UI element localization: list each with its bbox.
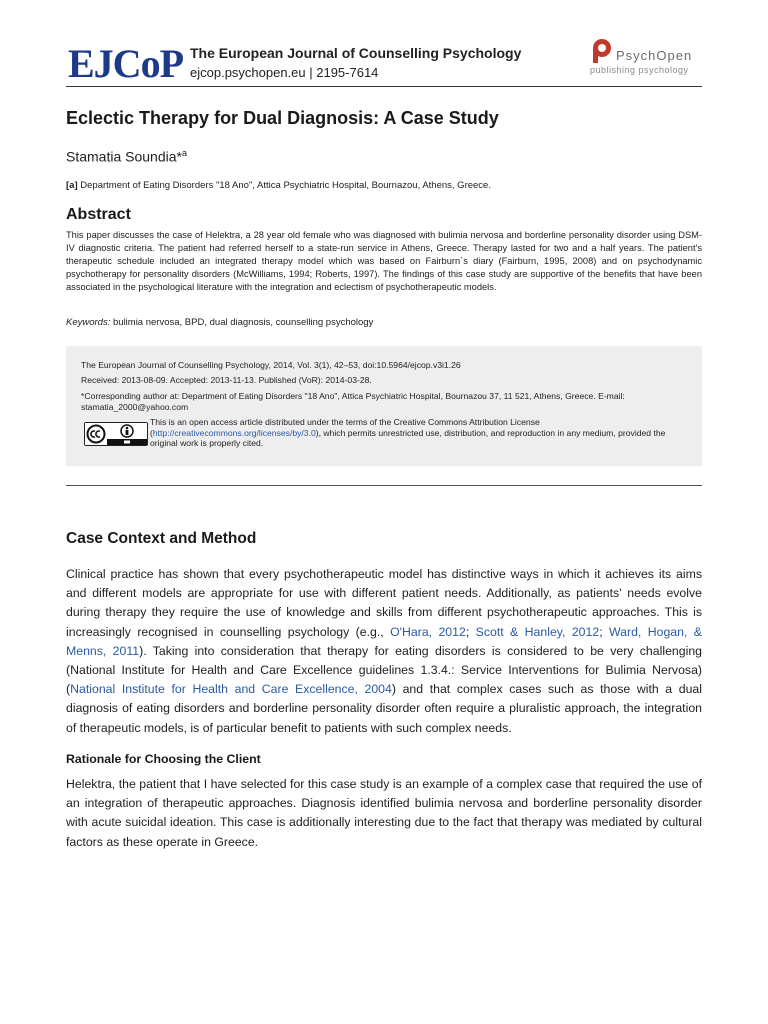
ref-separator: ; <box>599 624 609 639</box>
ejcop-logo-text: EJCoP <box>68 41 183 86</box>
psychopen-p-icon <box>590 38 614 64</box>
keywords <box>66 317 373 328</box>
journal-title: The European Journal of Counselling Psychology <box>190 45 522 61</box>
cc-by-graphic <box>85 423 147 445</box>
affiliation-label: [a] <box>66 180 78 191</box>
ref-separator: ; <box>465 624 476 639</box>
paragraph-rationale: Helektra, the patient that I have selected for this case study is an example of a complex case that required the use of an integration of therapeutic approaches. Diagnosis identified bulimia nervosa and borderline personality disorder with acute suicidal ideation. This case is additionally interesting due to the fact that therapy was mediated by cultural factors as these operate in Greece. <box>66 777 702 849</box>
paragraph-case-context <box>66 565 702 738</box>
article-title: Eclectic Therapy for Dual Diagnosis: A Case Study <box>66 108 499 128</box>
paragraph-text: Clinical practice has shown that every psychotherapeutic model has distinctive ways in which it achieves its aims and different models are appropriate for use with different patient needs. Additionally, as patients' needs evolve during therapy they require the use of knowledge and skills from different psychotherapeutic approaches. This is increasingly recognised in counselling psychology (e.g., <box>66 567 702 639</box>
paragraph-text: ) and that complex cases such as those with a dual diagnosis of eating disorders and borderline personality disorder often require a pluralistic approach, the integration of therapeutic models, is of particular benefit to patients with such complex needs. <box>66 682 703 735</box>
psychopen-name: PsychOpen <box>616 48 693 63</box>
cc-by-icon[interactable] <box>84 422 148 446</box>
keywords-list: bulimia nervosa, BPD, dual diagnosis, counselling psychology <box>110 317 374 328</box>
author-affil-sup: a <box>181 148 187 158</box>
citation-line: The European Journal of Counselling Psychology, 2014, Vol. 3(1), 42–53, doi:10.5964/ejcop.v3i1.26 <box>81 360 461 370</box>
license-text <box>150 417 690 449</box>
author-line <box>66 148 187 165</box>
article-info-box <box>66 346 702 466</box>
ref-ohara-2012[interactable]: O'Hara, 2012 <box>390 624 466 639</box>
license-pre: This is an open access article distributed under the terms of the Creative Commons Attribution License ( <box>150 417 540 438</box>
ref-ward-hogan-menns-2011[interactable]: Ward, Hogan, & Menns, 2011 <box>66 624 702 658</box>
keywords-label: Keywords: <box>66 317 111 328</box>
journal-url-issn: ejcop.psychopen.eu | 2195-7614 <box>190 65 379 80</box>
journal-header <box>66 40 702 87</box>
psychopen-tagline: publishing psychology <box>590 65 689 75</box>
abstract-heading: Abstract <box>66 206 131 223</box>
license-link[interactable]: http://creativecommons.org/licenses/by/3.0 <box>152 427 316 438</box>
section-heading-case-context: Case Context and Method <box>66 530 257 547</box>
psychopen-logo[interactable] <box>588 40 698 80</box>
dates-line: Received: 2013-08-09. Accepted: 2013-11-13. Published (VoR): 2014-03-28. <box>81 375 372 385</box>
ejcop-logo[interactable] <box>68 41 183 86</box>
ref-scott-hanley-2012[interactable]: Scott & Hanley, 2012 <box>475 624 600 639</box>
affiliation-text: Department of Eating Disorders "18 Ano", Attica Psychiatric Hospital, Bournazou, Athens, Greece. <box>77 180 491 191</box>
author-name[interactable]: Stamatia Soundia <box>66 148 177 165</box>
section-divider <box>66 485 702 486</box>
paragraph-text: ). Taking into consideration that therapy for eating disorders is considered to be very challenging (National Institute for Health and Care Excellence guidelines 1.3.4.: Service Interventions for Bulimia Nervosa) ( <box>66 643 702 697</box>
author-mark: * <box>176 148 182 165</box>
corresponding-author: *Corresponding author at: Department of Eating Disorders "18 Ano", Attica Psychiatric Hospital, Bournazou 37, 11 521, Athens, Greece. E-mail: stamatia_2000@yahoo.com <box>81 391 625 412</box>
affiliation <box>66 180 491 191</box>
license-post: ), which permits unrestricted use, distribution, and reproduction in any medium, provided the original work is properly cited. <box>150 427 666 448</box>
ref-nice-2004[interactable]: National Institute for Health and Care Excellence, 2004 <box>70 682 392 697</box>
abstract-text: This paper discusses the case of Helektra, a 28 year old female who was diagnosed with bulimia nervosa and borderline personality disorder using DSM-IV diagnostic criteria. The patient had referred herself to a state-run service in Athens, Greece. Therapy lasted for two and a half years. The patient's therapeutic schedule included an integrated therapy model which was based on Fairburn`s diary (Fairburn, 1995, 2008) and on psychodynamic psychotherapy for personality disorders (McWilliams, 1994; Roberts, 1997). The findings of this case study are supportive of the benefits that have been associated in the psychological literature with the integration and eclectism of psychotherapeutic models. <box>66 230 702 292</box>
subheading-rationale: Rationale for Choosing the Client <box>66 752 261 766</box>
